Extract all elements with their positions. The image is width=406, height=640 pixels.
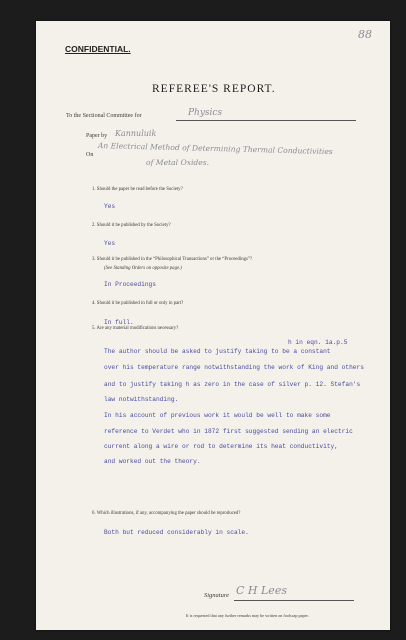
question-5: 5. Are any material modifications necessary? (92, 326, 179, 331)
on-value-line2: of Metal Oxides. (146, 158, 210, 167)
modification-insert: h in eqn. 1a.p.5 (288, 339, 348, 346)
answer-3: In Proceedings (104, 281, 156, 288)
committee-value: Physics (188, 108, 223, 118)
modification-line-3: and to justify taking h as zero in the case of silver p. 12. Stefan's (104, 381, 361, 388)
signature-value: C H Lees (236, 584, 287, 597)
answer-1: Yes (104, 203, 116, 210)
signature-label: Signature (204, 592, 230, 599)
question-1: 1. Should the paper be read before the Society? (92, 187, 183, 192)
page-number: 88 (358, 28, 372, 41)
signature-line (234, 600, 354, 601)
question-2: 2. Should it be published by the Society? (92, 223, 171, 228)
paper-by-label: Paper by (86, 133, 108, 139)
modification-line-2: over his temperature range notwithstanding the work of King and others (104, 364, 364, 371)
on-value-line1: An Electrical Method of Determining Thermal Conductivities (97, 141, 333, 157)
paragraph-2-line-4: and worked out the theory. (104, 458, 201, 465)
modification-line-4: law notwithstanding. (104, 396, 179, 403)
paragraph-2-line-3: current along a wire or rod to determine its heat conductivity, (104, 443, 338, 450)
question-4: 4. Should it be published in full or only in part? (92, 301, 184, 306)
footer-note: It is requested that any further remarks may be written on foolscap paper. (186, 613, 309, 618)
question-6: 6. Which illustrations, if any, accompanying the paper should be reproduced? (92, 511, 241, 516)
answer-2: Yes (104, 240, 116, 247)
paragraph-2-line-2: reference to Verdet who in 1872 first suggested sending an electric (104, 428, 353, 435)
report-sheet (36, 21, 390, 630)
modification-line-1: The author should be asked to justify taking to be a constant (104, 348, 331, 355)
question-3: 3. Should it be published in the “Philosophical Transactions” or the “Proceedings”? (92, 257, 253, 262)
committee-label: To the Sectional Committee for (66, 113, 142, 119)
answer-6: Both but reduced considerably in scale. (104, 529, 249, 536)
on-label: On (86, 152, 94, 158)
confidential-heading: CONFIDENTIAL. (65, 44, 131, 54)
answer-4: In full. (104, 319, 134, 326)
committee-underline (176, 120, 356, 121)
paragraph-2-line-1: In his account of previous work it would be well to make some (104, 412, 331, 419)
question-3-note: (See Standing Orders on opposite page.) (104, 266, 182, 271)
report-title: REFEREE'S REPORT. (152, 83, 276, 95)
paper-by-value: Kannuluik (115, 129, 157, 138)
